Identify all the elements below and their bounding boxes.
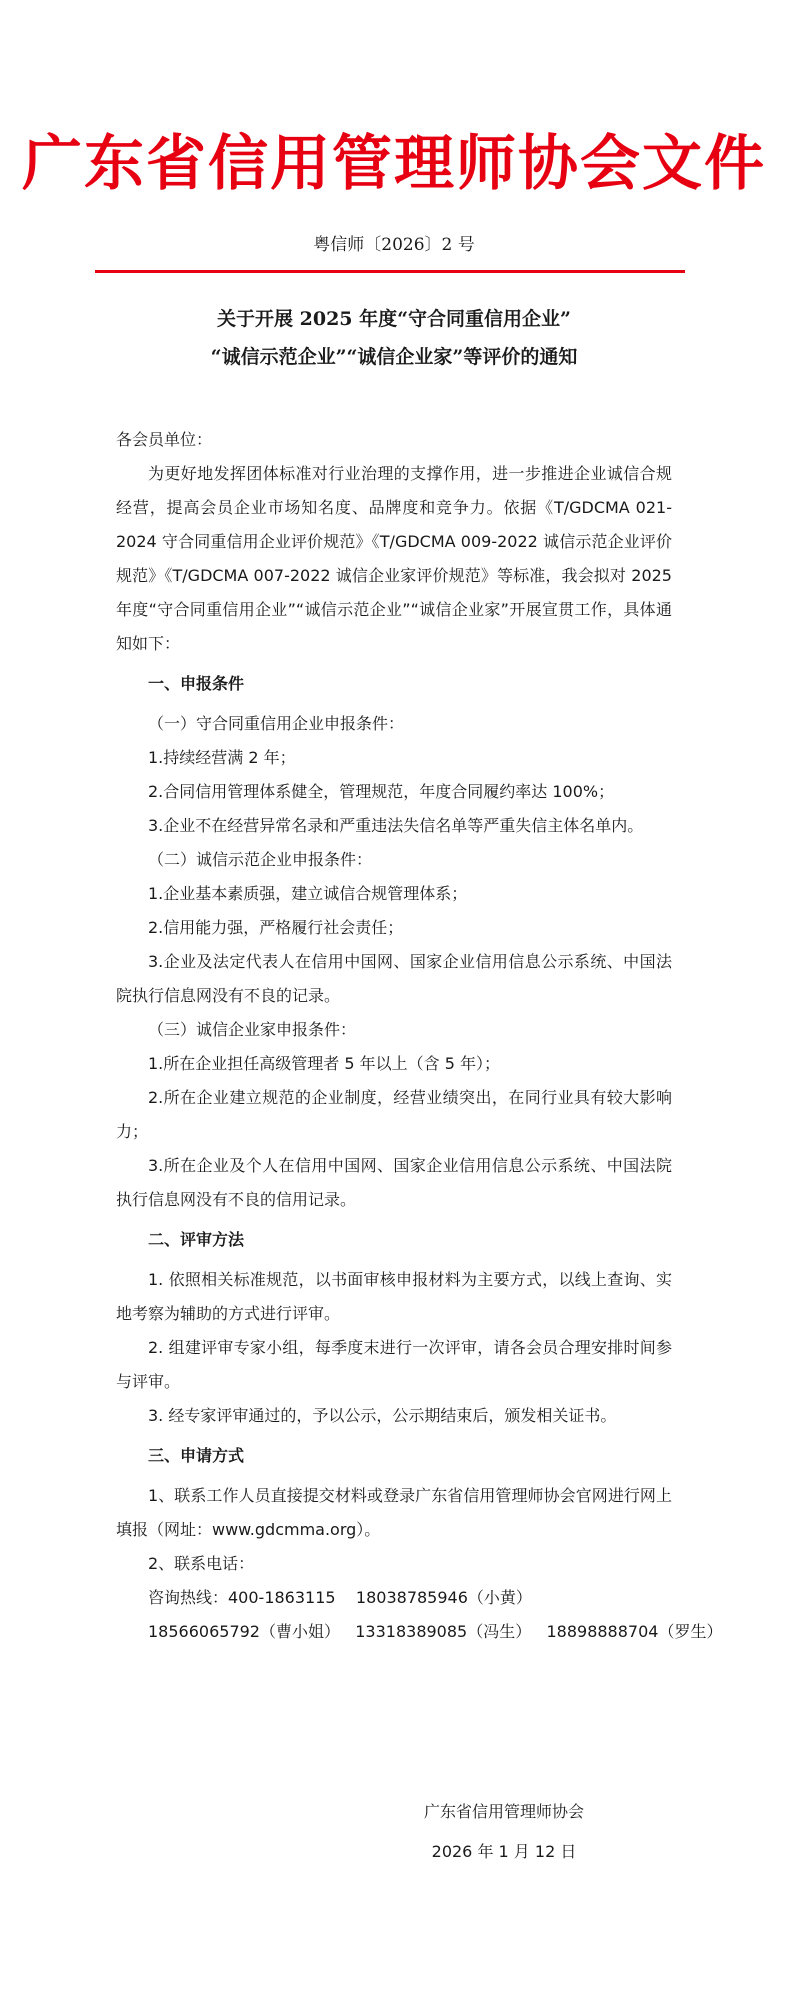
intro-paragraph: 为更好地发挥团体标准对行业治理的支撑作用，进一步推进企业诚信合规经营，提高会员企业市场知名度、品牌度和竞争力。依据《T/GDCMA 021-2024 守合同重信用企业评价规范》《T/GDCMA 009-2022 诚信示范企业评价规范》《T/GDCMA 007-2022 诚信企业家评价规范》等标准，我会拟对 2025 年度“守合同重信用企业”“诚信示范企业”“诚信企业家”开展宣贯工作，具体通知如下： bbox=[116, 464, 672, 653]
section-heading-review: 二、评审方法 bbox=[148, 1230, 245, 1249]
list-item: 1、联系工作人员直接提交材料或登录广东省信用管理师协会官网进行网上填报（网址：www.gdcmma.org）。 bbox=[116, 1486, 672, 1539]
salutation: 各会员单位： bbox=[116, 430, 213, 449]
masthead-title: 广东省信用管理师协会文件 bbox=[22, 129, 766, 199]
signature-organization: 广东省信用管理师协会 bbox=[423, 1802, 584, 1821]
document-number: 粤信师〔2026〕2 号 bbox=[313, 235, 475, 255]
section-heading-conditions: 一、申报条件 bbox=[148, 674, 245, 693]
subsection-title: （一）守合同重信用企业申报条件： bbox=[148, 714, 405, 733]
notice-title-line-2: “诚信示范企业”“诚信企业家”等评价的通知 bbox=[210, 346, 578, 368]
subsection-title: （二）诚信示范企业申报条件： bbox=[148, 850, 373, 869]
list-item: 1.持续经营满 2 年； bbox=[148, 748, 296, 767]
list-item: 3. 经专家评审通过的，予以公示，公示期结束后，颁发相关证书。 bbox=[148, 1406, 617, 1425]
list-item: 1.企业基本素质强，建立诚信合规管理体系； bbox=[148, 884, 468, 903]
red-divider-line bbox=[95, 270, 685, 273]
notice-title-line-1: 关于开展 2025 年度“守合同重信用企业” bbox=[217, 308, 571, 330]
notice-body bbox=[116, 423, 723, 1649]
list-item: 2.合同信用管理体系健全，管理规范，年度合同履约率达 100%； bbox=[148, 782, 615, 801]
list-item: 3.企业及法定代表人在信用中国网、国家企业信用信息公示系统、中国法院执行信息网没有不良的记录。 bbox=[116, 952, 672, 1005]
list-item: 1. 依照相关标准规范，以书面审核申报材料为主要方式，以线上查询、实地考察为辅助的方式进行评审。 bbox=[116, 1270, 672, 1323]
list-item: 2.信用能力强，严格履行社会责任； bbox=[148, 918, 404, 937]
section-heading-application: 三、申请方式 bbox=[148, 1446, 245, 1465]
hotline-line: 咨询热线：400-1863115 18038785946（小黄） bbox=[148, 1588, 532, 1607]
list-item: 2、联系电话： bbox=[148, 1554, 255, 1573]
phone-numbers-line: 18566065792（曹小姐） 13318389085（冯生） 18898888704（罗生） bbox=[148, 1622, 723, 1641]
signature-date: 2026 年 1 月 12 日 bbox=[431, 1842, 577, 1861]
list-item: 1.所在企业担任高级管理者 5 年以上（含 5 年）； bbox=[148, 1054, 500, 1073]
list-item: 3.企业不在经营异常名录和严重违法失信名单等严重失信主体名单内。 bbox=[148, 816, 644, 835]
list-item: 3.所在企业及个人在信用中国网、国家企业信用信息公示系统、中国法院执行信息网没有不良的信用记录。 bbox=[116, 1156, 672, 1209]
subsection-title: （三）诚信企业家申报条件： bbox=[148, 1020, 357, 1039]
list-item: 2.所在企业建立规范的企业制度，经营业绩突出，在同行业具有较大影响力； bbox=[116, 1088, 672, 1141]
list-item: 2. 组建评审专家小组，每季度末进行一次评审，请各会员合理安排时间参与评审。 bbox=[116, 1338, 672, 1391]
